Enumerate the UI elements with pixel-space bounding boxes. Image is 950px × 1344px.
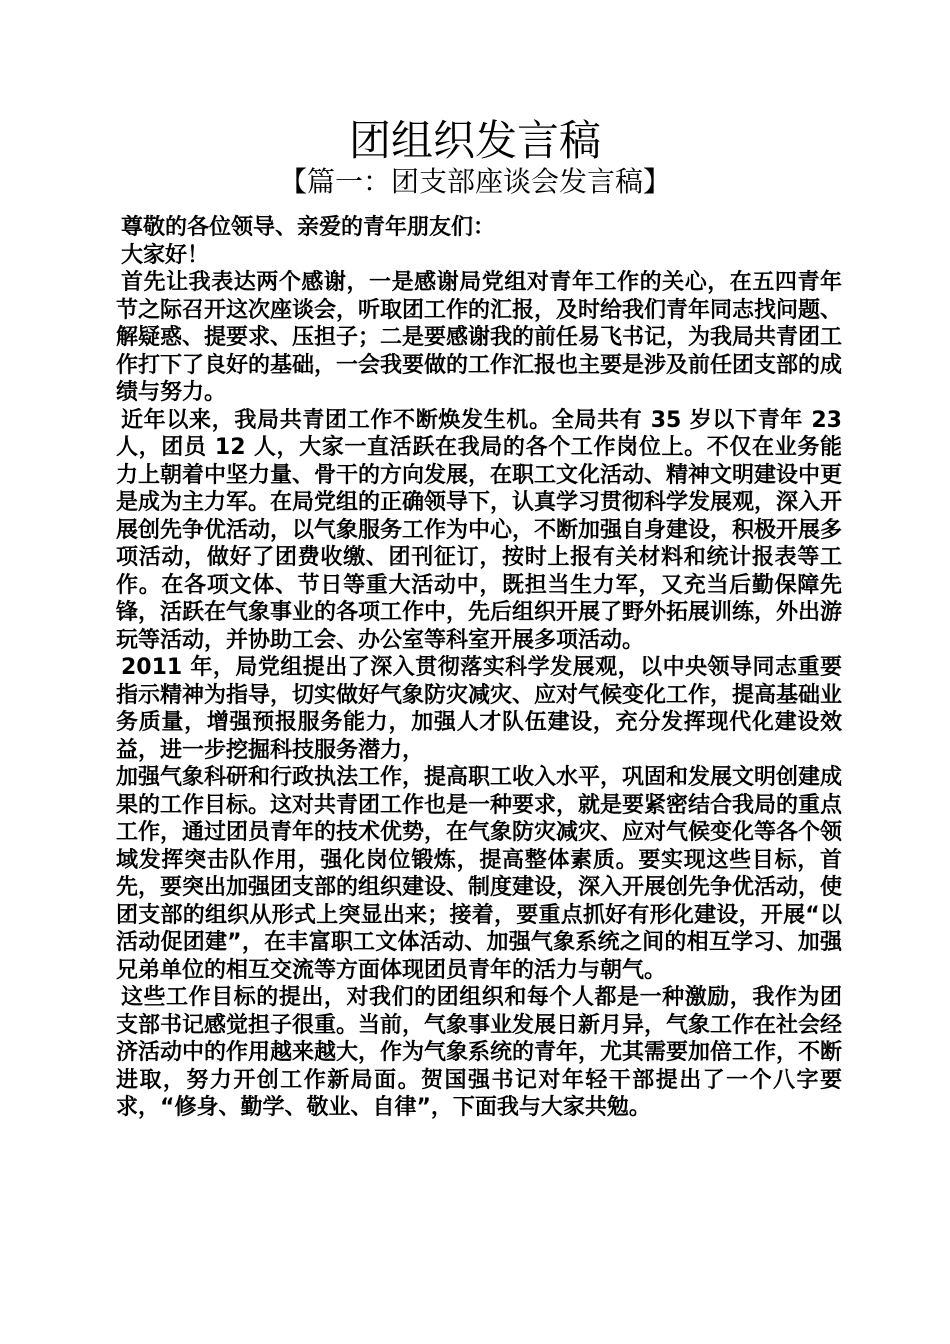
paragraph-recent-years: 近年以来，我局共青团工作不断焕发生机。全局共有 35 岁以下青年 23 人，团员 12 人，大家一直活跃在我局的各个工作岗位上。不仅在业务能力上朝着中坚力量、骨干的方向发展，在职工文化活动、精神文明建设中更是成为主力军。在局党组的正确领导下，认真学习贯彻科学发展观，深入开展创先争优活动，以气象服务工作为中心，不断加强自身建设，积极开展多项活动，做好了团费收缴、团刊征订，按时上报有关材料和统计报表等工作。在各项文体、节日等重大活动中，既担当生力军，又充当后勤保障先锋，活跃在气象事业的各项工作中，先后组织开展了野外拓展训练，外出游玩等活动，并协助工会、办公室等科室开展多项活动。: [116, 407, 843, 653]
paragraph-thanks: 首先让我表达两个感谢，一是感谢局党组对青年工作的关心，在五四青年节之际召开这次座谈会，听取团工作的汇报，及时给我们青年同志找问题、解疑惑、提要求、压担子；二是要感谢我的前任易飞书记，为我局共青团工作打下了良好的基础，一会我要做的工作汇报也主要是涉及前任团支部的成绩与努力。: [116, 270, 843, 405]
document-title: 团组织发言稿: [348, 116, 601, 165]
paragraph-2011: 2011 年，局党组提出了深入贯彻落实科学发展观，以中央领导同志重要指示精神为指导，切实做好气象防灾减灾、应对气候变化工作，提高基础业务质量，增强预报服务能力，加强人才队伍建设，充分发挥现代化建设效益，进一步挖掘科技服务潜力，: [116, 655, 843, 763]
greeting: 大家好！: [121, 242, 210, 268]
salutation: 尊敬的各位领导、亲爱的青年朋友们：: [121, 215, 496, 240]
paragraph-closing: 这些工作目标的提出，对我们的团组织和每个人都是一种激励，我作为团支部书记感觉担子很重。当前，气象事业发展日新月异，气象工作在社会经济活动中的作用越来越大，作为气象系统的青年，尤其需要加倍工作，不断进取，努力开创工作新局面。贺国强书记对年轻干部提出了一个八字要求，“修身、勤学、敬业、自律”，下面我与大家共勉。: [116, 985, 843, 1120]
document-body: [116, 214, 842, 1122]
document-subtitle: 【篇一：团支部座谈会发言稿】: [278, 165, 671, 198]
paragraph-goals: 加强气象科研和行政执法工作，提高职工收入水平，巩固和发展文明创建成果的工作目标。这对共青团工作也是一种要求，就是要紧密结合我局的重点工作，通过团员青年的技术优势，在气象防灾减灾、应对气候变化等各个领域发挥突击队作用，强化岗位锻炼，提高整体素质。要实现这些目标，首先，要突出加强团支部的组织建设、制度建设，深入开展创先争优活动，使团支部的组织从形式上突显出来；接着，要重点抓好有形化建设，开展“以活动促团建”，在丰富职工文体活动、加强气象系统之间的相互学习、加强兄弟单位的相互交流等方面体现团员青年的活力与朝气。: [116, 765, 843, 983]
